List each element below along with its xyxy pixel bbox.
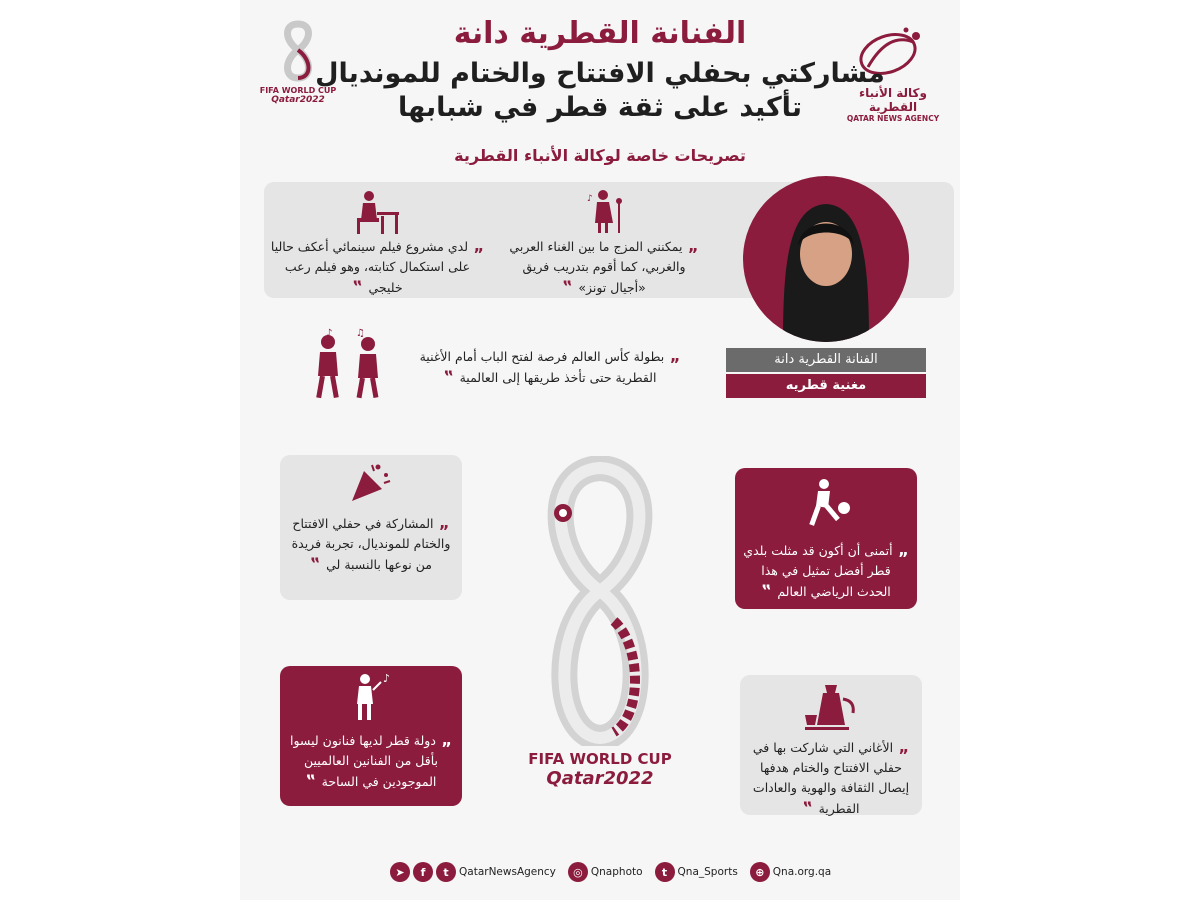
social-handle: Qnaphoto <box>590 866 643 878</box>
football-player-icon <box>798 478 854 530</box>
fifa-logo-large <box>510 456 690 816</box>
headline-line-2: مشاركتي بحفلي الافتتاح والختام للمونديال <box>315 58 885 89</box>
quote-box-artists: ♪ „ دولة قطر لديها فنانون ليسوا بأقل من الفنانين العالميين الموجودين في الساحة ‟ <box>280 666 462 806</box>
main-title: الفنانة القطرية دانة <box>453 16 747 51</box>
telegram-icon: ➤ <box>390 862 410 882</box>
profile-role-bar: مغنية قطريه <box>726 374 926 398</box>
svg-text:♫: ♫ <box>356 328 365 339</box>
fifa-emblem-large-icon <box>530 456 670 746</box>
quote-box-participation: „ المشاركة في حفلي الافتتاح والختام للمونديال، تجربة فريدة من نوعها بالنسبة لي ‟ <box>280 455 462 600</box>
quote-text: الأغاني التي شاركت بها في حفلي الافتتاح والختام هدفها إيصال الثقافة والهوية والعادات القطرية <box>752 740 910 816</box>
globe-icon: ⊕ <box>750 862 770 882</box>
social-qna-photo[interactable] <box>568 862 643 882</box>
subtitle: تصريحات خاصة لوكالة الأنباء القطرية <box>454 146 746 165</box>
social-qna-sports[interactable] <box>655 862 738 882</box>
fifa-small-line2: Qatar2022 <box>271 95 325 105</box>
writer-desk-icon <box>347 190 399 234</box>
singer-portrait-icon <box>743 176 909 342</box>
duet-singers-icon <box>308 328 390 400</box>
quote-mixing-genres: „ يمكنني المزج ما بين الغناء العربي والغربي، كما أقوم بتدريب فريق «أجيال تونز» ‟ <box>509 236 699 296</box>
singer-microphone-icon <box>587 189 627 235</box>
facebook-icon: f <box>413 862 433 882</box>
social-qna-website[interactable] <box>750 862 831 882</box>
quote-text: أتمنى أن أكون قد مثلت بلدي قطر أفضل تمثيل في هذا الحدث الرياضي العالم <box>743 543 893 599</box>
social-qna-main[interactable] <box>390 862 556 882</box>
qna-logo-arabic: وكالة الأنباء القطرية <box>859 86 927 114</box>
quote-text: المشاركة في حفلي الافتتاح والختام للمونديال، تجربة فريدة من نوعها بالنسبة لي <box>291 516 451 572</box>
portrait <box>743 176 909 342</box>
social-handle: Qna.org.qa <box>772 866 832 878</box>
party-popper-icon <box>348 461 392 505</box>
quote-film-project: „ لدي مشروع فيلم سينمائي أعكف حاليا على استكمال كتابته، وهو فيلم رعب خليجي ‟ <box>270 236 485 296</box>
instagram-icon: ◎ <box>568 862 588 882</box>
quote-world-cup-opportunity: „ بطولة كأس العالم فرصة لفتح الباب أمام الأغنية القطرية حتى تأخذ طريقها إلى العالمية ‟ <box>419 346 681 386</box>
quote-box-representation: „ أتمنى أن أكون قد مثلت بلدي قطر أفضل تمثيل في هذا الحدث الرياضي العالم ‟ <box>735 468 917 609</box>
social-handle: QatarNewsAgency <box>459 866 556 878</box>
social-footer <box>390 860 830 884</box>
performer-singing-icon <box>347 672 395 722</box>
infographic <box>240 0 960 900</box>
qna-logo-english: QATAR NEWS AGENCY <box>846 114 940 123</box>
fifa-small-line1: FIFA WORLD CUP <box>259 86 337 95</box>
quote-text: لدي مشروع فيلم سينمائي أعكف حاليا على استكمال كتابته، وهو فيلم رعب خليجي <box>270 239 471 295</box>
fifa-large-line1: FIFA WORLD CUP <box>528 750 672 768</box>
quote-text: يمكنني المزج ما بين الغناء العربي والغربي، كما أقوم بتدريب فريق «أجيال تونز» <box>509 239 686 295</box>
svg-text:♪: ♪ <box>326 328 333 339</box>
twitter-icon: t <box>436 862 456 882</box>
profile-name-bar: الفنانة القطرية دانة <box>726 348 926 372</box>
svg-text:♪: ♪ <box>587 194 593 204</box>
quote-text: بطولة كأس العالم فرصة لفتح الباب أمام الأغنية القطرية حتى تأخذ طريقها إلى العالمية <box>419 349 665 385</box>
arabic-coffee-pot-icon <box>803 679 859 731</box>
social-handle: Qna_Sports <box>677 866 738 878</box>
twitter-icon: t <box>655 862 675 882</box>
quote-box-culture: „ الأغاني التي شاركت بها في حفلي الافتتاح والختام هدفها إيصال الثقافة والهوية والعادات القطرية ‟ <box>740 675 922 815</box>
svg-text:♪: ♪ <box>383 672 391 685</box>
fifa-large-line2: Qatar2022 <box>546 768 654 789</box>
headline-line-3: تأكيد على ثقة قطر في شبابها <box>398 92 802 123</box>
quote-text: دولة قطر لديها فنانون ليسوا بأقل من الفنانين العالميين الموجودين في الساحة <box>290 733 439 789</box>
